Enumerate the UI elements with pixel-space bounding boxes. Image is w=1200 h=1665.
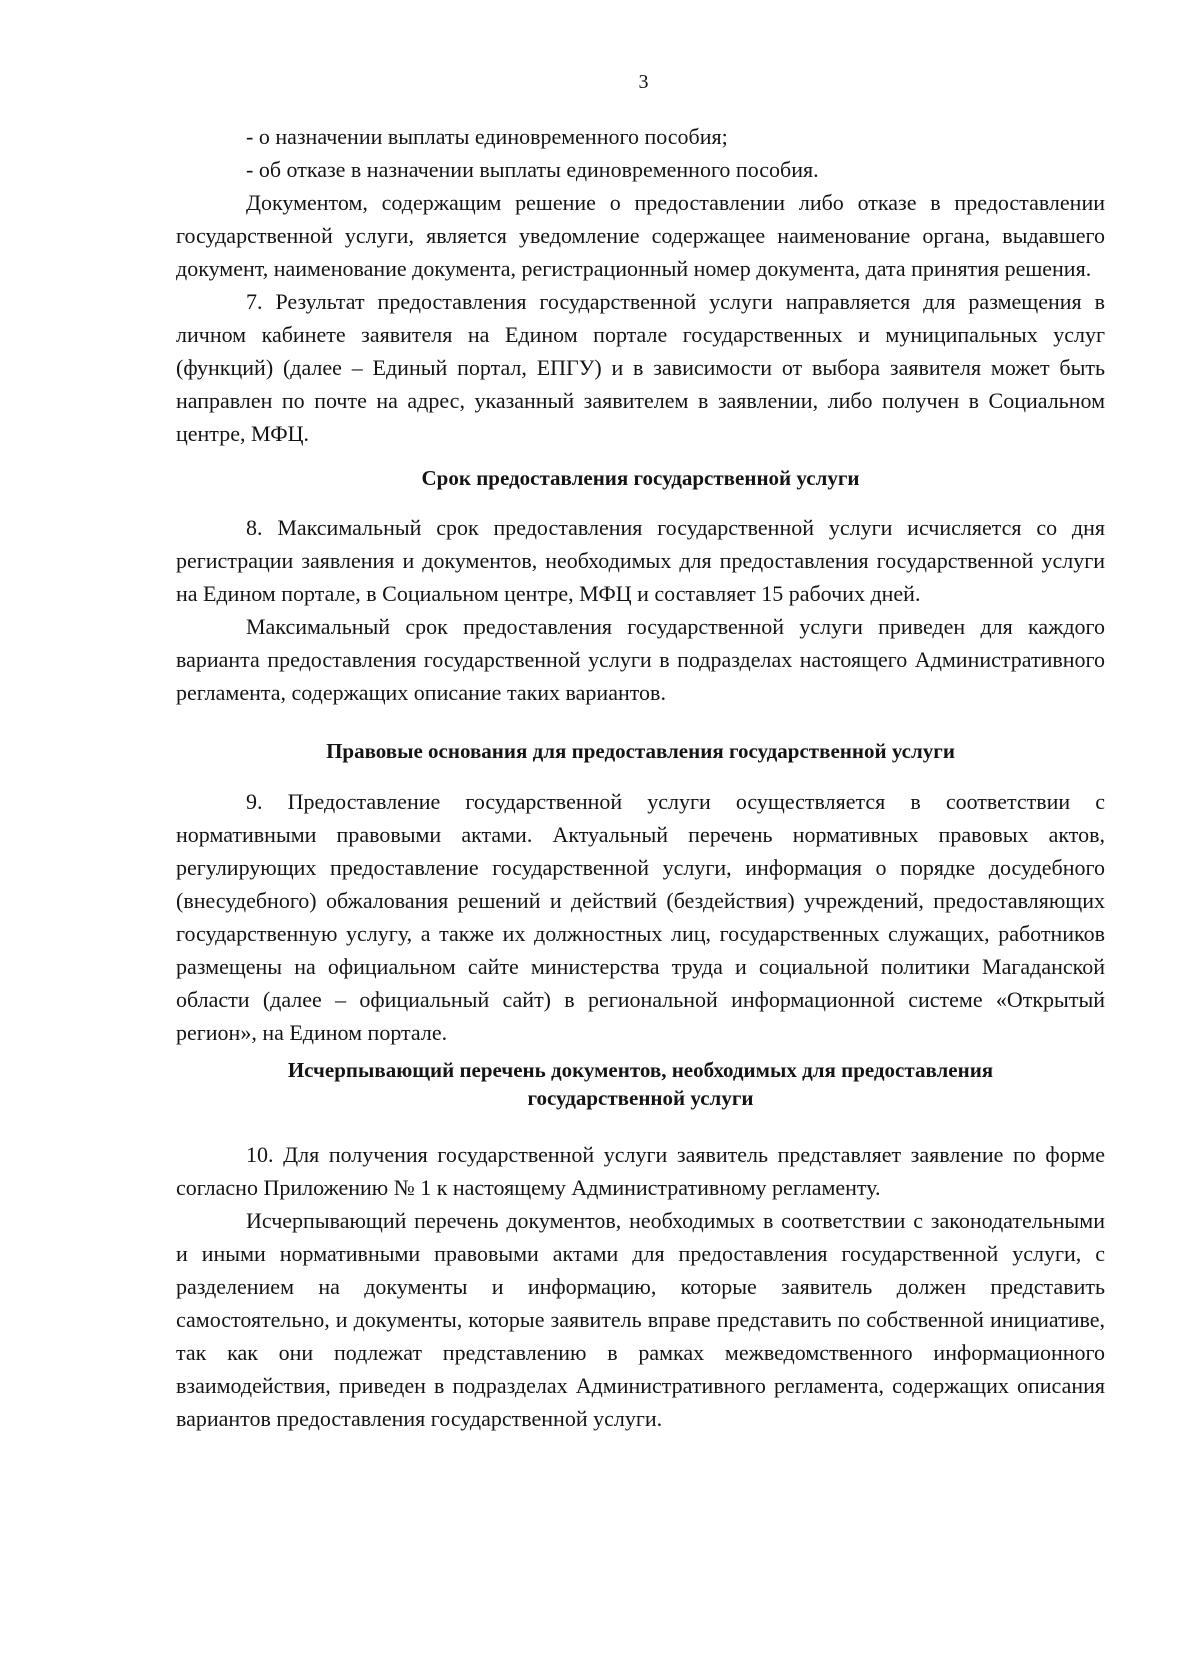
paragraph-documents-list: Исчерпывающий перечень документов, необходимых в соответствии с законодательными и иными нормативными правовыми актами для предоставления государственной услуги, с разделением на документы и информацию, которые заявитель должен представить самостоятельно, и документы, которые заявитель вправе представить по собственной инициативе, так как они подлежат представлению в рамках межведомственного информационного взаимодействия, приведен в подразделах Административного регламента, содержащих описания вариантов предоставления государственной услуги.	[176, 1208, 1105, 1431]
document-body	[176, 120, 1105, 1435]
paragraph-9: 9. Предоставление государственной услуги осуществляется в соответствии с нормативными правовыми актами. Актуальный перечень нормативных правовых актов, регулирующих предоставление государственной услуги, информация о порядке досудебного (внесудебного) обжалования решений и действий (бездействия) учреждений, предоставляющих государственную услугу, а также их должностных лиц, государственных служащих, работников размещены на официальном сайте министерства труда и социальной политики Магаданской области (далее – официальный сайт) в региональной информационной системе «Открытый регион», на Едином портале.	[176, 789, 1105, 1045]
paragraph-8: 8. Максимальный срок предоставления государственной услуги исчисляется со дня регистрации заявления и документов, необходимых для предоставления государственной услуги на Едином портале, в Социальном центре, МФЦ и составляет 15 рабочих дней.	[176, 515, 1105, 606]
heading-service-term: Срок предоставления государственной услуги	[421, 466, 860, 490]
paragraph-max-term: Максимальный срок предоставления государственной услуги приведен для каждого варианта предоставления государственной услуги в подразделах настоящего Административного регламента, содержащих описание таких вариантов.	[176, 614, 1105, 705]
page-number: 3	[638, 71, 649, 93]
list-item-grant: - о назначении выплаты единовременного пособия;	[246, 124, 728, 149]
paragraph-7: 7. Результат предоставления государственной услуги направляется для размещения в личном кабинете заявителя на Едином портале государственных и муниципальных услуг (функций) (далее – Единый портал, ЕПГУ) и в зависимости от выбора заявителя может быть направлен по почте на адрес, указанный заявителем в заявлении, либо получен в Социальном центре, МФЦ.	[176, 289, 1105, 446]
heading-documents-line1: Исчерпывающий перечень документов, необходимых для предоставления	[287, 1058, 994, 1082]
paragraph-10: 10. Для получения государственной услуги заявитель представляет заявление по форме согласно Приложению № 1 к настоящему Административному регламенту.	[176, 1142, 1105, 1200]
heading-documents-line2: государственной услуги	[527, 1086, 754, 1110]
paragraph-decision-document: Документом, содержащим решение о предоставлении либо отказе в предоставлении государственной услуги, является уведомление содержащее наименование органа, выдавшего документ, наименование документа, регистрационный номер документа, дата принятия решения.	[176, 190, 1105, 281]
heading-legal-grounds: Правовые основания для предоставления государственной услуги	[326, 739, 955, 763]
list-item-refusal: - об отказе в назначении выплаты единовременного пособия.	[246, 157, 819, 182]
